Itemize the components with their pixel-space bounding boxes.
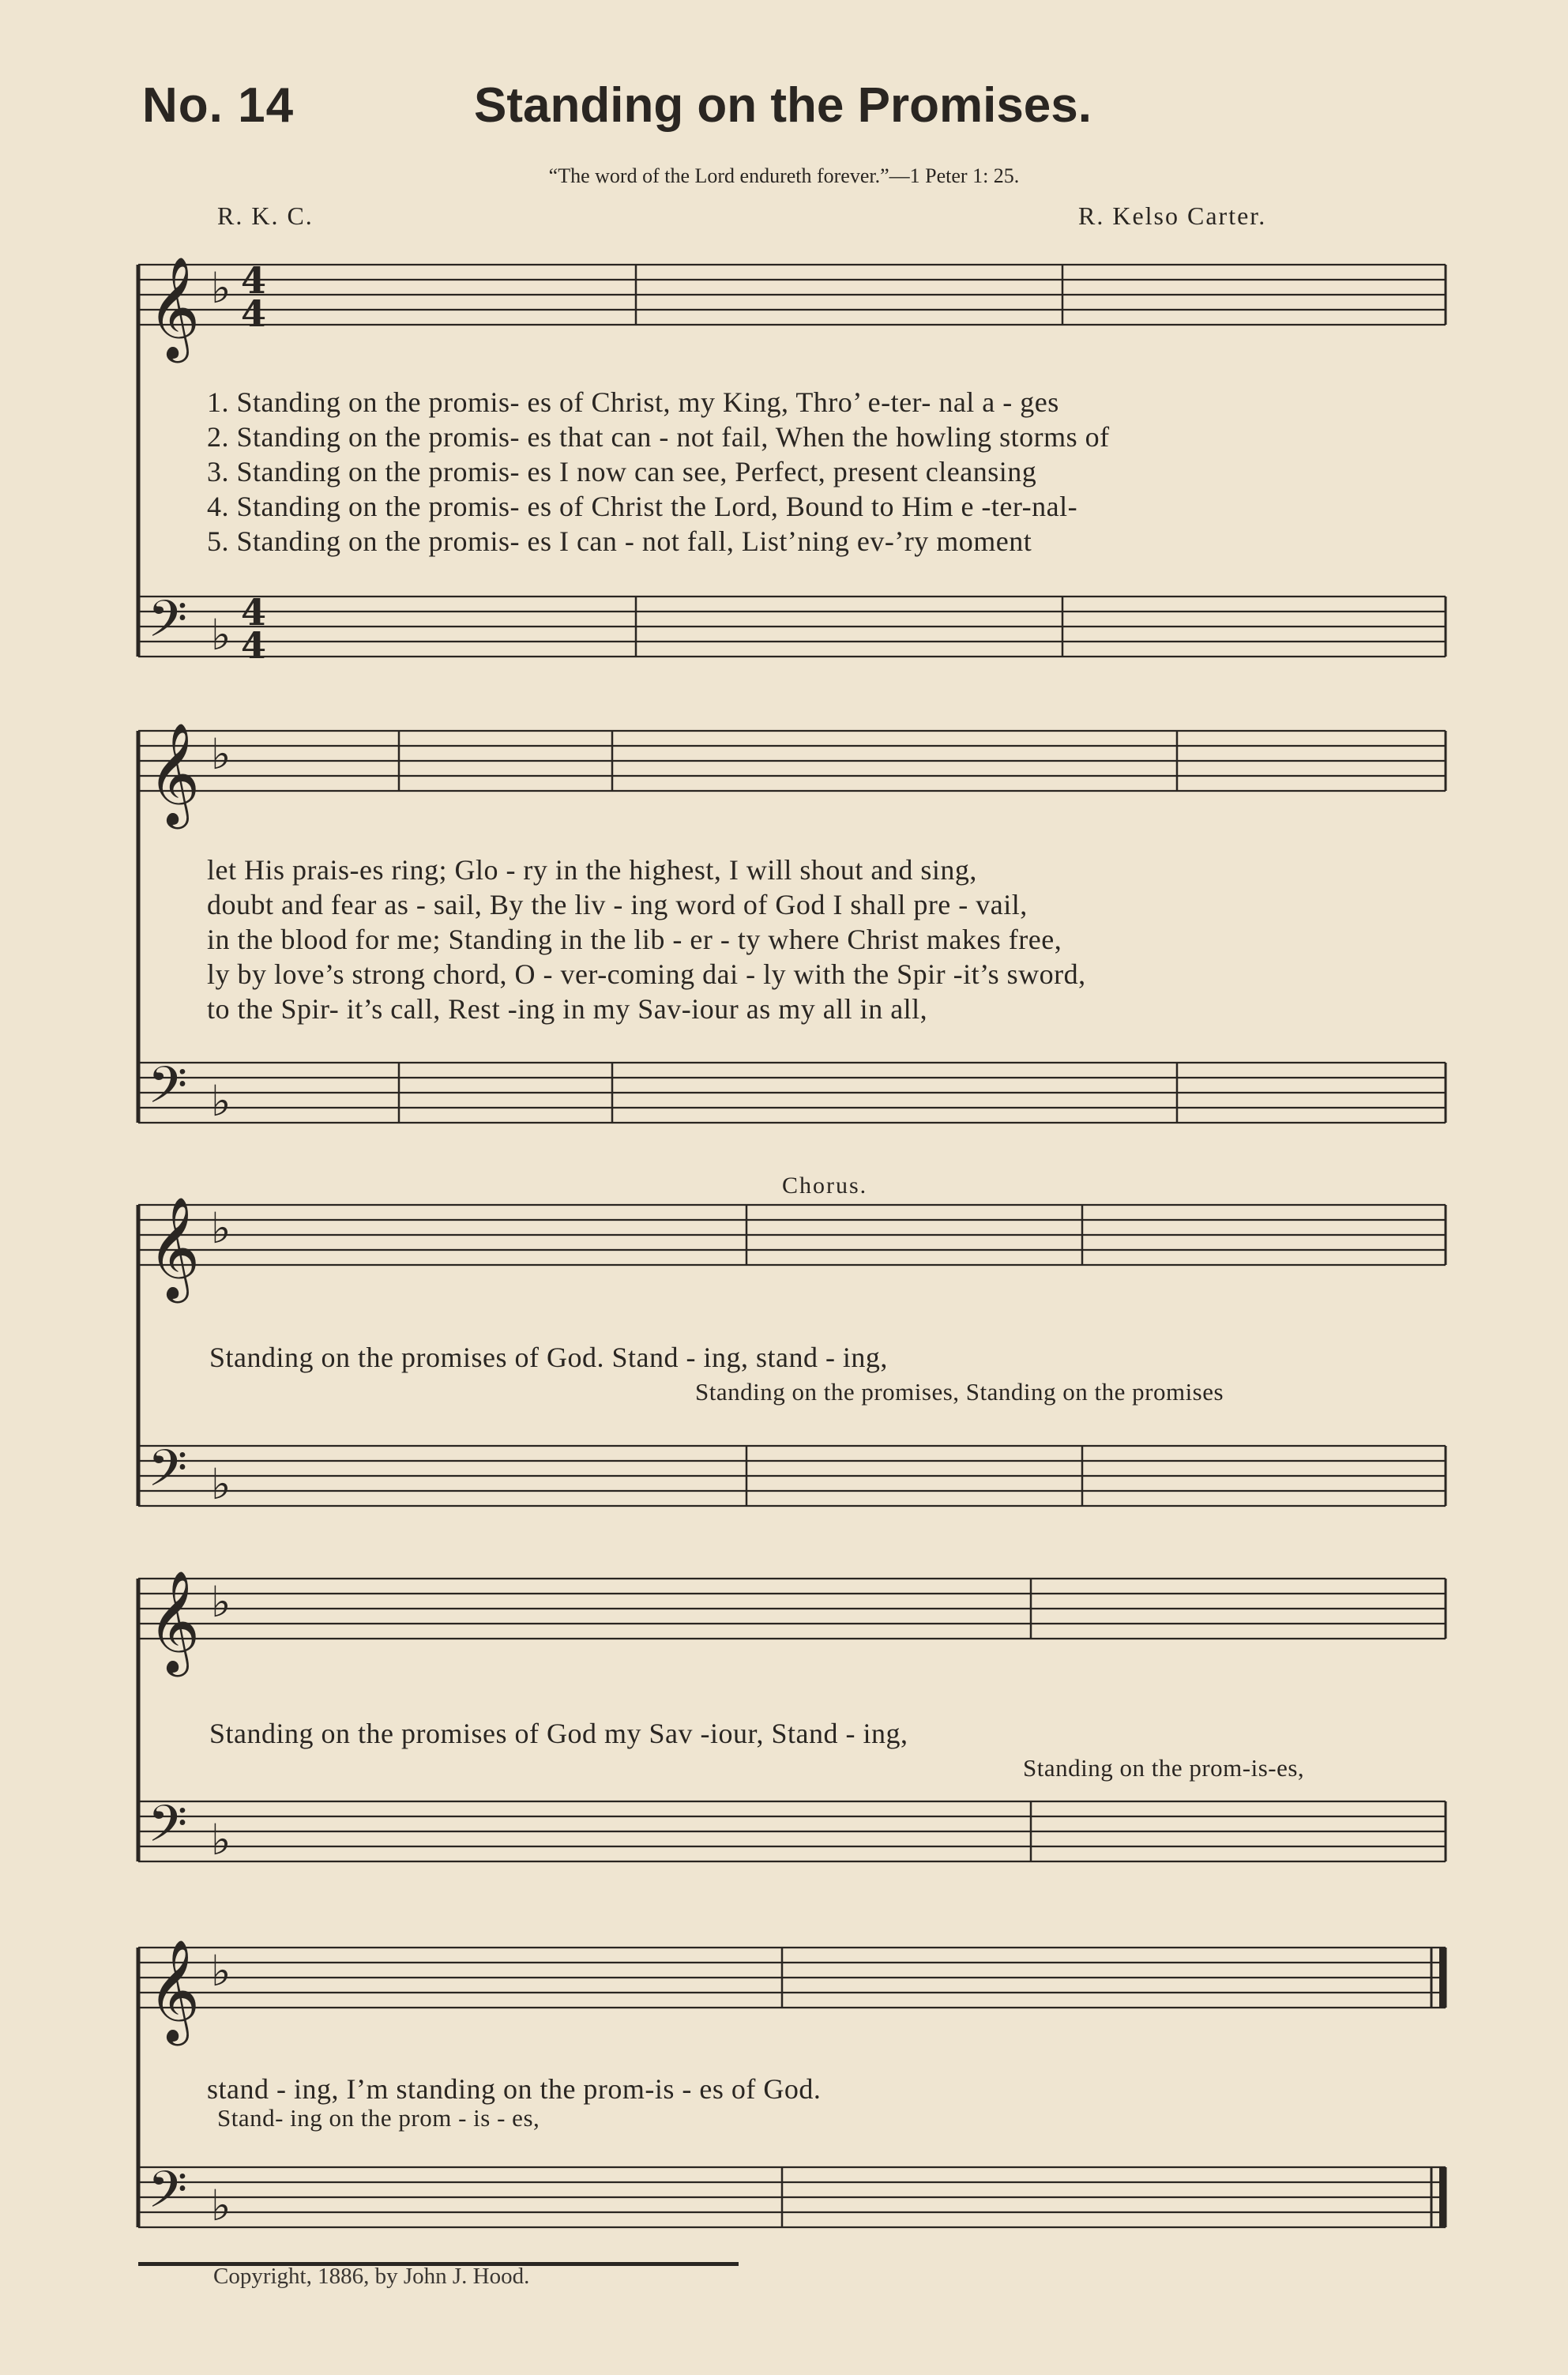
chorus-line-3-bass-lyrics: Stand- ing on the prom - is - es, bbox=[217, 2104, 540, 2132]
chorus-line-1-bass-lyrics: Standing on the promises, Standing on the promises bbox=[695, 1378, 1224, 1406]
system-4-treble-clef-icon: 𝄞 bbox=[148, 1570, 201, 1673]
system-1-bass-clef-icon: 𝄢 bbox=[148, 590, 188, 661]
verse-4-line-1: 4. Standing on the promis- es of Christ the Lord, Bound to Him e -ter-nal- bbox=[207, 491, 1078, 522]
verse-5-line-1: 5. Standing on the promis- es I can - not fall, List’ning ev-’ry moment bbox=[207, 525, 1032, 557]
system-3-treble-clef-icon: 𝄞 bbox=[148, 1196, 201, 1299]
system-4-bass-key-flat-icon: ♭ bbox=[211, 1815, 231, 1865]
system-1-treble-clef-icon: 𝄞 bbox=[148, 256, 201, 359]
verse-1-line-1: 1. Standing on the promis- es of Christ, my King, Thro’ e-ter- nal a - ges bbox=[207, 386, 1059, 418]
system-2-bass-key-flat-icon: ♭ bbox=[211, 1076, 231, 1126]
system-2-treble-key-flat-icon: ♭ bbox=[211, 729, 231, 779]
system-4-treble-key-flat-icon: ♭ bbox=[211, 1577, 231, 1627]
verse-4-line-2: ly by love’s strong chord, O - ver-coming dai - ly with the Spir -it’s sword, bbox=[207, 958, 1086, 990]
verse-1-line-2: let His prais-es ring; Glo - ry in the highest, I will shout and sing, bbox=[207, 854, 977, 886]
system-1-bass-time-lower: 4 bbox=[241, 624, 267, 667]
hymn-title: Standing on the Promises. bbox=[474, 78, 1092, 133]
system-2-bass-clef-icon: 𝄢 bbox=[148, 1056, 188, 1127]
system-5-bass-clef-icon: 𝄢 bbox=[148, 2161, 188, 2232]
chorus-line-2-lyrics: Standing on the promises of God my Sav -iour, Stand - ing, bbox=[209, 1718, 908, 1749]
chorus-line-3-lyrics: stand - ing, I’m standing on the prom-is - es of God. bbox=[207, 2073, 822, 2105]
system-5-treble-key-flat-icon: ♭ bbox=[211, 1946, 231, 1996]
lyricist-credit: R. K. C. bbox=[217, 201, 314, 230]
scripture-epigraph: “The word of the Lord endureth forever.”—1 Peter 1: 25. bbox=[548, 164, 1020, 187]
system-4-bass-clef-icon: 𝄢 bbox=[148, 1795, 188, 1866]
system-1-treble-time-lower: 4 bbox=[241, 292, 267, 335]
system-3-bass-clef-icon: 𝄢 bbox=[148, 1440, 188, 1511]
system-2-treble-clef-icon: 𝄞 bbox=[148, 722, 201, 825]
verse-2-line-1: 2. Standing on the promis- es that can - not fail, When the howling storms of bbox=[207, 421, 1110, 453]
verse-2-line-2: doubt and fear as - sail, By the liv - ing word of God I shall pre - vail, bbox=[207, 889, 1028, 920]
system-3-treble-key-flat-icon: ♭ bbox=[211, 1203, 231, 1253]
copyright-notice: Copyright, 1886, by John J. Hood. bbox=[213, 2264, 530, 2289]
composer-credit: R. Kelso Carter. bbox=[1078, 201, 1267, 230]
chorus-line-1-lyrics: Standing on the promises of God. Stand - ing, stand - ing, bbox=[209, 1342, 888, 1373]
system-1-treble-time-upper: 4 bbox=[241, 259, 267, 302]
system-3-bass-key-flat-icon: ♭ bbox=[211, 1459, 231, 1509]
verse-5-line-2: to the Spir- it’s call, Rest -ing in my Sav-iour as my all in all, bbox=[207, 993, 928, 1025]
system-1-treble-key-flat-icon: ♭ bbox=[211, 263, 231, 313]
system-1-bass-key-flat-icon: ♭ bbox=[211, 610, 231, 660]
hymn-number: No. 14 bbox=[142, 78, 295, 133]
system-1-bass-time-upper: 4 bbox=[241, 591, 267, 634]
system-5-treble-clef-icon: 𝄞 bbox=[148, 1939, 201, 2042]
verse-3-line-2: in the blood for me; Standing in the lib - er - ty where Christ makes free, bbox=[207, 924, 1062, 955]
system-5-bass-key-flat-icon: ♭ bbox=[211, 2181, 231, 2230]
chorus-line-2-bass-lyrics: Standing on the prom-is-es, bbox=[1023, 1754, 1305, 1782]
verse-3-line-1: 3. Standing on the promis- es I now can see, Perfect, present cleansing bbox=[207, 456, 1037, 487]
chorus-label: Chorus. bbox=[782, 1172, 868, 1199]
